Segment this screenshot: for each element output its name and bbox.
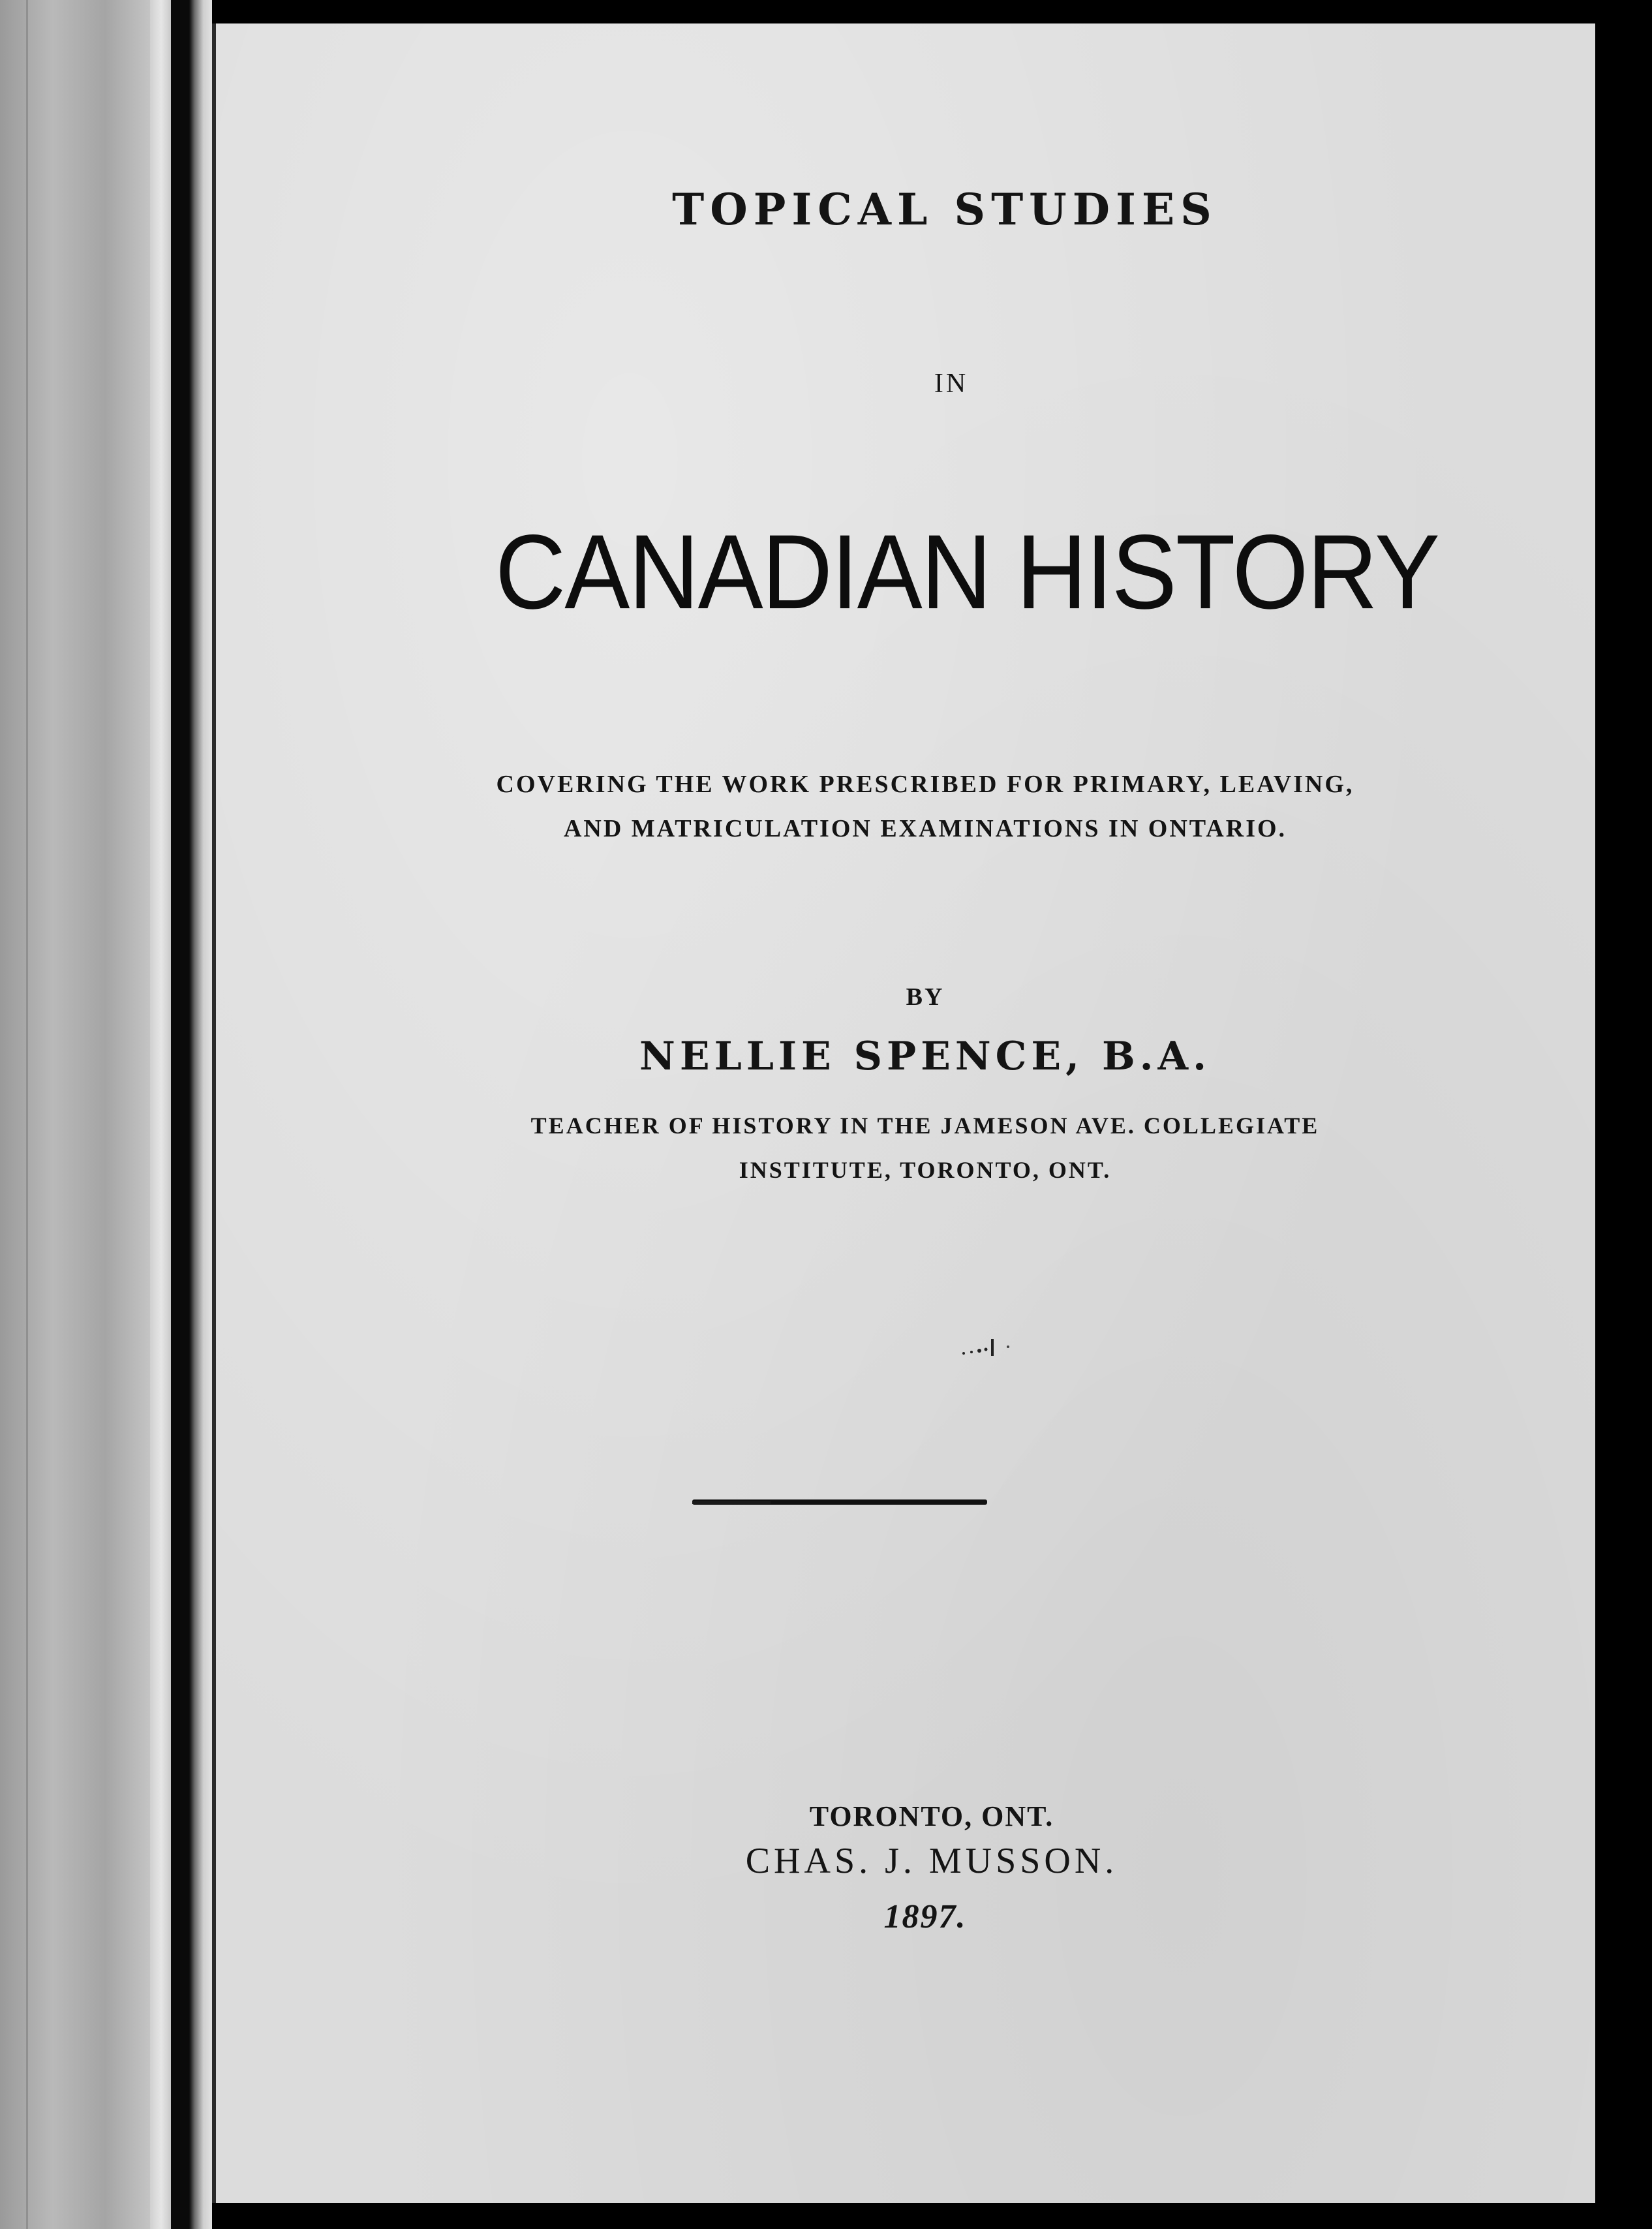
right-page-shadow [1595,0,1652,2229]
imprint-year: 1897. [883,1898,967,1935]
left-page-edge [0,0,150,2229]
spine-gutter-shadow [171,0,189,2229]
imprint-place: TORONTO, ONT. [809,1800,1054,1832]
subtitle-line-2: AND MATRICULATION EXAMINATIONS IN ONTARIO. [563,815,1287,842]
title-line-in: IN [934,369,969,399]
main-title: CANADIAN HISTORY [495,512,1439,631]
title-line-topical-studies: TOPICAL STUDIES [672,184,1217,235]
author-name: NELLIE SPENCE, B.A. [639,1034,1211,1079]
byline-by: BY [906,983,945,1011]
ink-specks [960,1335,1012,1361]
author-role-line-1: TEACHER OF HISTORY IN THE JAMESON AVE. COLLEGIATE [530,1113,1320,1139]
subtitle-line-1: COVERING THE WORK PRESCRIBED FOR PRIMARY, LEAVING, [496,771,1354,798]
author-role-line-2: INSTITUTE, TORONTO, ONT. [739,1157,1112,1183]
decorative-rule [692,1499,987,1505]
title-page [212,23,1595,2203]
imprint-publisher: CHAS. J. MUSSON. [745,1841,1118,1881]
